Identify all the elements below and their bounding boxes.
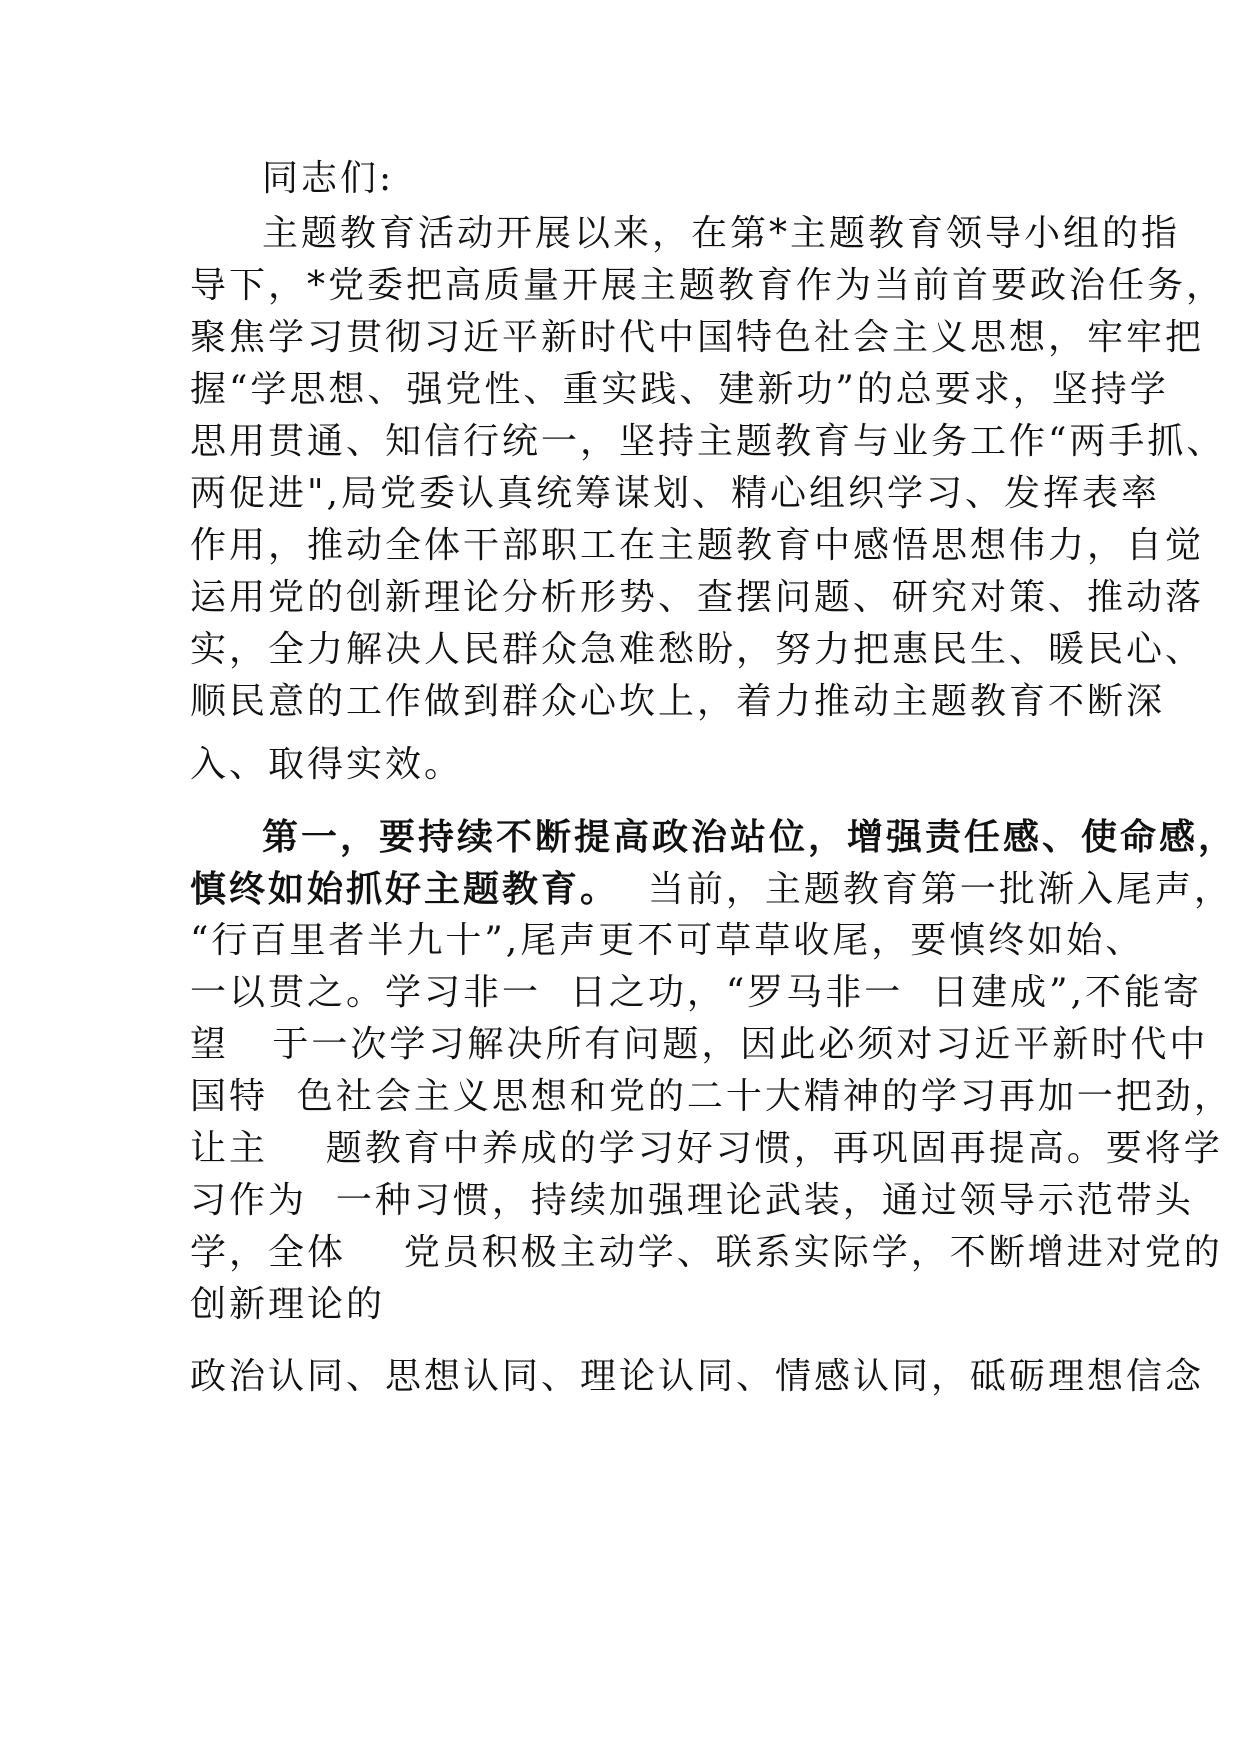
text-line: 顺民意的工作做到群众心坎上，着力推动主题教育不断深 xyxy=(190,681,1166,722)
text-line: 习作为 一种习惯，持续加强理论武装，通过领导示范带头 xyxy=(190,1180,1194,1221)
text-line: 聚焦学习贯彻习近平新时代中国特色社会主义思想，牢牢把 xyxy=(190,317,1205,358)
text-line: 一以贯之。学习非一 日之功，“罗马非一 日建成”,不能寄 xyxy=(190,972,1203,1013)
section-heading: 第一，要持续不断提高政治站位，增强责任感、使命感， xyxy=(262,816,1238,858)
text-line: 国特 色社会主义思想和党的二十大精神的学习再加一把劲， xyxy=(190,1076,1233,1117)
text-line: 实，全力解决人民群众急难愁盼，努力把惠民生、暖民心、 xyxy=(190,629,1205,670)
text-line: 运用党的创新理论分析形势、查摆问题、研究对策、推动落 xyxy=(190,577,1205,618)
text-line: 望 于一次学习解决所有问题，因此必须对习近平新时代中 xyxy=(190,1024,1209,1065)
text-line: 入、取得实效。 xyxy=(190,744,464,785)
text-line: “行百里者半九十”,尾声更不可草草收尾，要慎终如始、 xyxy=(190,920,1145,961)
text-line: 握“学思想、强党性、重实践、建新功”的总要求，坚持学 xyxy=(190,369,1169,410)
text-line: 作用，推动全体干部职工在主题教育中感悟思想伟力，自觉 xyxy=(190,525,1205,566)
text-line: 导下，*党委把高质量开展主题教育作为当前首要政治任务， xyxy=(190,265,1226,306)
text-line xyxy=(190,867,1233,912)
text-line: 让主 题教育中养成的学习好习惯，再巩固再提高。要将学 xyxy=(190,1128,1223,1169)
paragraph-continuation: 政治认同、思想认同、理论认同、情感认同，砥砺理想信念 xyxy=(190,1356,1205,1397)
text-line: 两促进",局党委认真统筹谋划、精心组织学习、发挥表率 xyxy=(190,473,1161,514)
text-line: 主题教育活动开展以来，在第*主题教育领导小组的指 xyxy=(262,213,1181,254)
salutation: 同志们: xyxy=(262,158,395,199)
section-body-start: 当前，主题教育第一批渐入尾声， xyxy=(619,869,1233,910)
text-line: 创新理论的 xyxy=(190,1284,386,1325)
section-heading-end: 慎终如始抓好主题教育。 xyxy=(190,868,620,910)
text-line: 学，全体 党员积极主动学、联系实际学，不断增进对党的 xyxy=(190,1232,1223,1273)
text-line: 思用贯通、知信行统一，坚持主题教育与业务工作“两手抓、 xyxy=(190,421,1226,462)
